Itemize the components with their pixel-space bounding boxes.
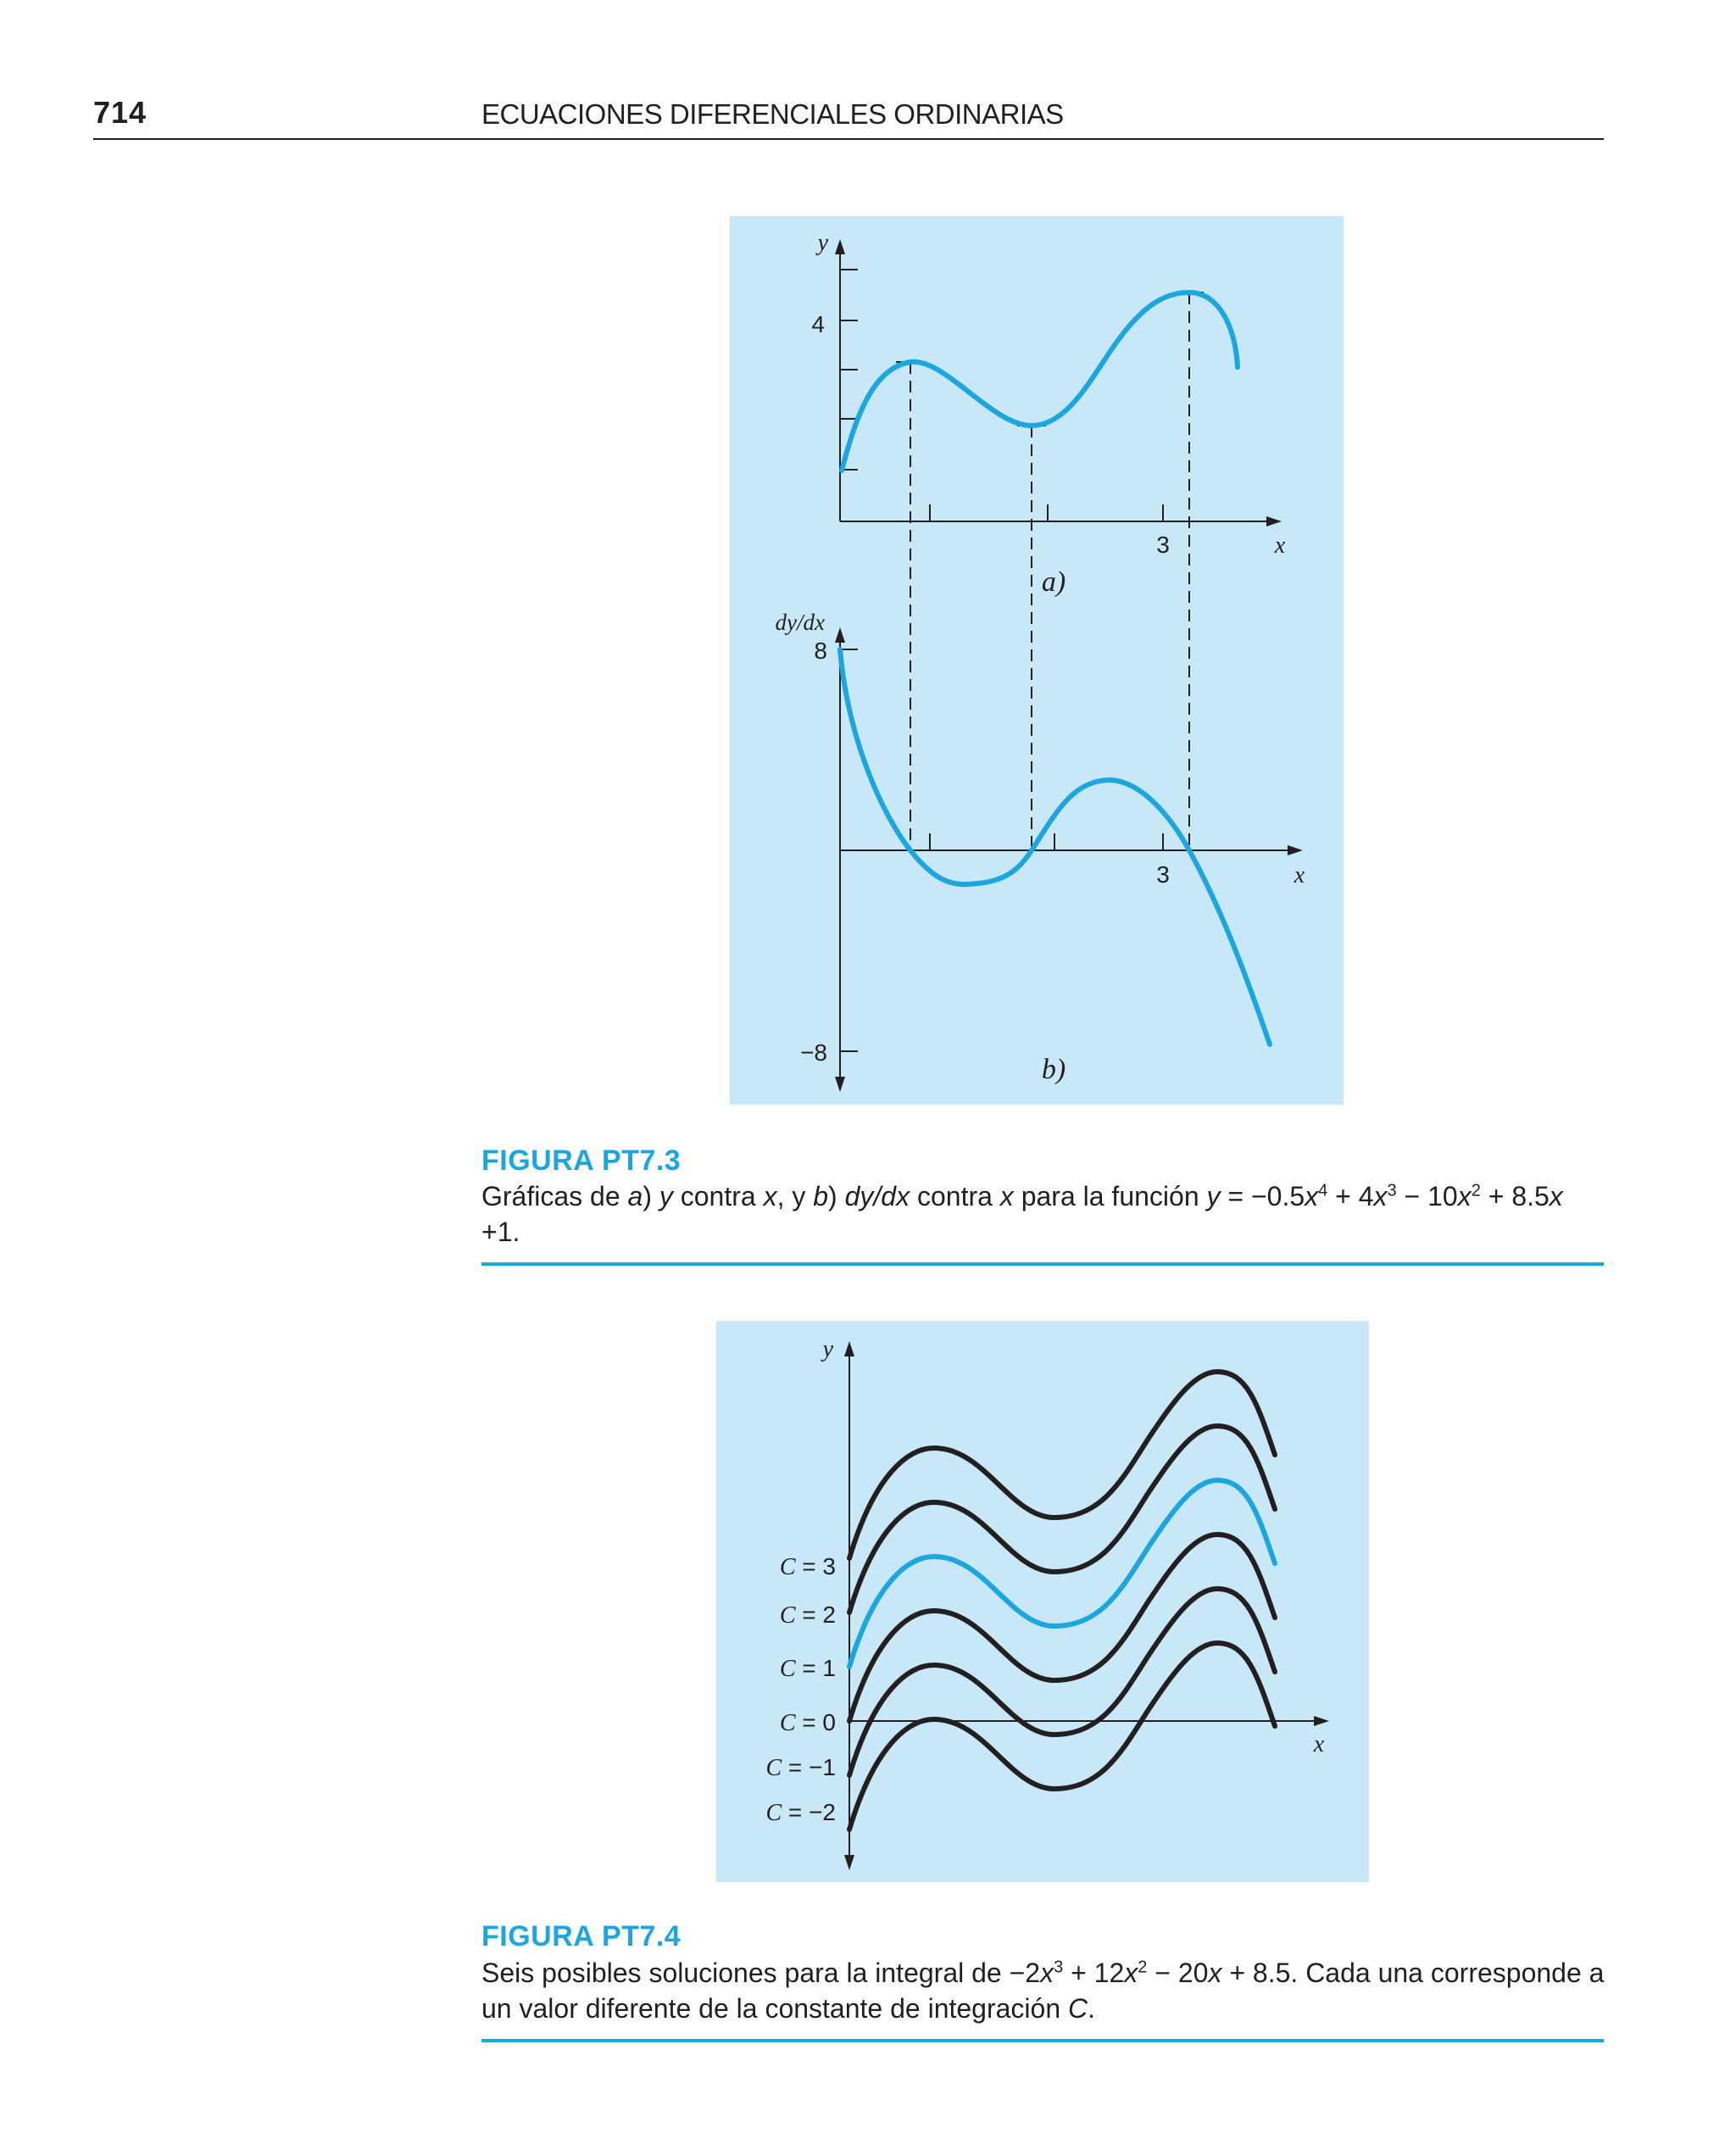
sublabel-b: b) — [1041, 1054, 1066, 1085]
arrow-right — [1266, 516, 1282, 526]
c-label: C = 1 — [779, 1655, 836, 1682]
arrow-right — [1288, 845, 1303, 855]
axis-b-y-label: dy/dx — [775, 610, 825, 635]
arrow-down — [844, 1855, 854, 1870]
axis-b-x-label: x — [1294, 862, 1305, 888]
page-number: 714 — [93, 95, 147, 130]
c-label: C = 0 — [779, 1709, 836, 1736]
figure-pt7-3-svg — [730, 216, 1344, 1105]
c-labels — [765, 1553, 836, 1826]
figure-pt7-4-caption: Seis posibles soluciones para la integral de $-2x^3 + 12x^2 - 20x + 8.5$. Cada una corresponde a un valor diferente de la constante de integración C. — [481, 1958, 1605, 2024]
figure-pt7-3-panel — [730, 216, 1344, 1105]
running-header: ECUACIONES DIFERENCIALES ORDINARIAS — [481, 98, 1064, 130]
c-label: C = 2 — [779, 1601, 836, 1629]
arrow-up — [835, 627, 845, 643]
figure-pt7-4-panel — [716, 1321, 1369, 1882]
solution-curve — [849, 1372, 1275, 1558]
tick-b-y-label-bottom: −8 — [800, 1039, 827, 1066]
arrow-up — [835, 239, 845, 254]
axis-a-y-label: y — [817, 230, 828, 256]
tick-b-y-label-top: 8 — [814, 638, 827, 664]
curve-y-of-x — [842, 292, 1238, 471]
tick-b-x-label: 3 — [1156, 861, 1170, 888]
figure-pt7-4-svg — [716, 1321, 1369, 1882]
figure-pt7-3-label: FIGURA PT7.3 — [481, 1145, 682, 1177]
tick-a-y-label: 4 — [811, 311, 825, 337]
arrow-right — [1314, 1716, 1329, 1726]
tick-a-x-label: 3 — [1156, 532, 1170, 558]
figure-pt7-3-rule — [481, 1262, 1604, 1266]
header-rule — [93, 138, 1604, 140]
c-label: C = −1 — [765, 1754, 836, 1781]
c-label: C = −2 — [765, 1799, 836, 1826]
figure-pt7-3-caption: Gráficas de a) y contra x, y b) dy/dx contra x para la función $y = -0.5x^4 + 4x^3 - 10x^2 + 8.5x +1$. — [481, 1181, 1563, 1247]
figure-pt7-4-rule — [481, 2039, 1604, 2042]
axis-x-label: x — [1313, 1731, 1325, 1757]
axis-a-x-label: x — [1274, 532, 1286, 559]
solution-curves — [849, 1372, 1275, 1830]
arrow-up — [844, 1341, 854, 1356]
arrow-down — [835, 1077, 845, 1092]
figure-pt7-4-label: FIGURA PT7.4 — [481, 1920, 682, 1952]
c-label: C = 3 — [779, 1553, 836, 1580]
sublabel-a: a) — [1041, 566, 1066, 598]
axis-y-label: y — [822, 1336, 833, 1362]
